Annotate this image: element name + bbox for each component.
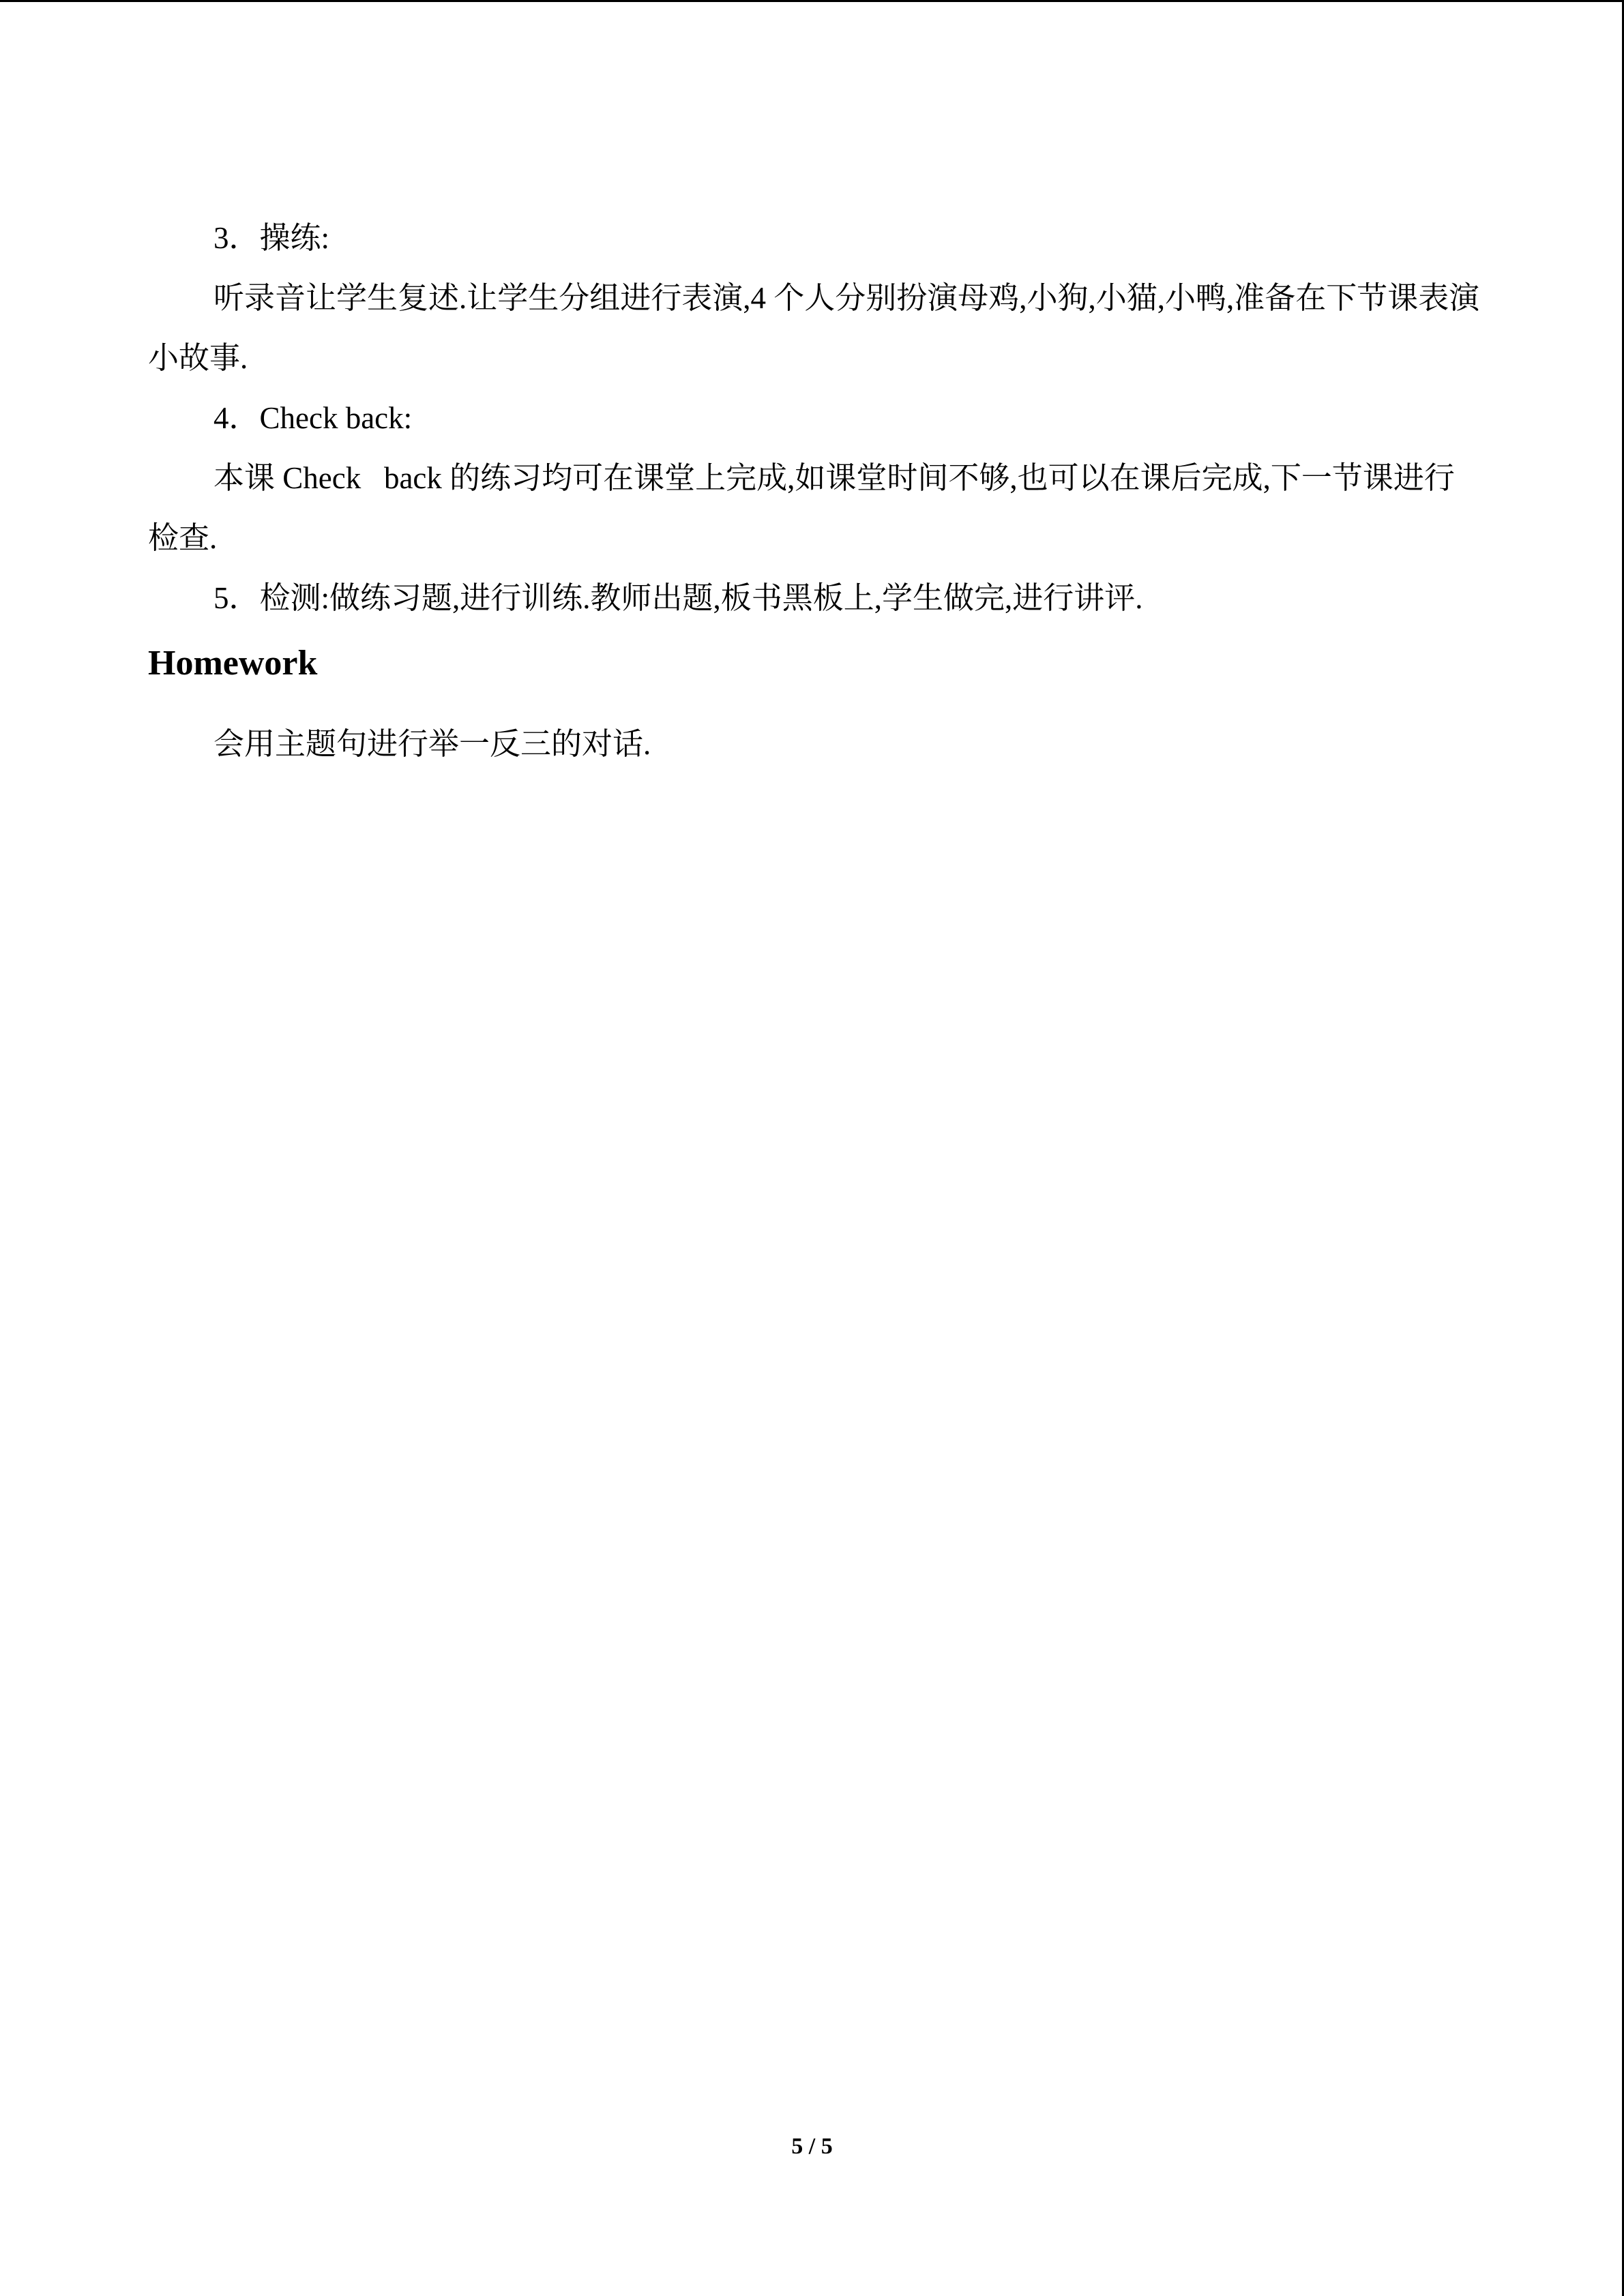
page-number: 5 / 5 (791, 2134, 833, 2159)
homework-text: 会用主题句进行举一反三的对话. (213, 727, 651, 761)
document-body (148, 208, 1481, 774)
step-3-text: 听录音让学生复述.让学生分组进行表演,4 个人分别扮演母鸡,小狗,小猫,小鸭,准备在下节课表演小故事. (148, 281, 1480, 375)
step-5-text: 5．检测:做练习题,进行训练.教师出题,板书黑板上,学生做完,进行讲评. (213, 581, 1143, 615)
homework-heading: Homework (148, 644, 318, 683)
step-4-heading: 4．Check back: (213, 401, 413, 435)
step-4-text: 本课 Check back 的练习均可在课堂上完成,如课堂时间不够,也可以在课后完成,下一节课进行检查. (148, 461, 1455, 555)
step-3-heading: 3．操练: (213, 221, 330, 255)
